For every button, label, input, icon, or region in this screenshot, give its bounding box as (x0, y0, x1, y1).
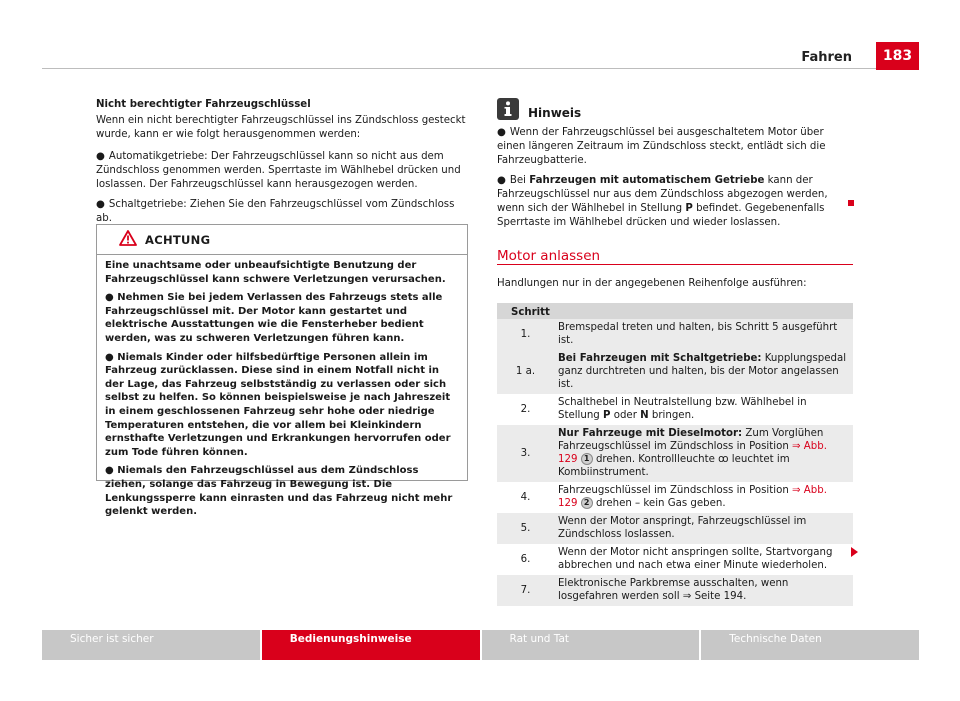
right-column (497, 98, 853, 236)
red-square-icon (848, 200, 854, 206)
page-section-title: Fahren (801, 50, 852, 65)
hint-title: Hinweis (528, 106, 582, 120)
hint-bullet: ● Wenn der Fahrzeugschlüssel bei ausgeschaltetem Motor über einen längeren Zeitraum im Zündschloss steckt, entlädt sich die Fahrzeugbatterie. (497, 127, 826, 166)
table-row: 7. Elektronische Parkbremse ausschalten, wenn losgefahren werden soll ⇒ Seite 194. (497, 575, 853, 606)
warning-triangle-icon (119, 230, 137, 250)
warning-box (96, 224, 468, 518)
page-number: 183 (876, 42, 919, 70)
left-column (96, 98, 468, 232)
warning-lead: Eine unachtsame oder unbeaufsichtigte Benutzung der Fahrzeugschlüssel kann schwere Verletzungen verursachen. (105, 260, 446, 285)
hint-bullet: ● Bei Fahrzeugen mit automatischem Getriebe kann der Fahrzeugschlüssel nur aus dem Zündschloss abgezogen werden, wenn sich der Wählhebel in Stellung P befindet. Gegebenenfalls Sperrtaste im Wählhebel drücken und wieder loslassen. (497, 175, 828, 228)
steps-table (497, 303, 853, 606)
position-1-marker-icon: 1 (581, 453, 593, 465)
section-title: Nicht berechtigter Fahrzeugschlüssel (96, 99, 311, 110)
table-row: 1. Bremspedal treten und halten, bis Schritt 5 ausgeführt ist. (497, 319, 853, 350)
table-row: 3. Nur Fahrzeuge mit Dieselmotor: Zum Vorglühen Fahrzeugschlüssel im Zündschloss in Position ⇒ Abb. 129 1 drehen. Kontrollleuchte ꝏ leuchtet im Kombiinstrument. (497, 425, 853, 482)
motor-section-title: Motor anlassen (497, 248, 601, 264)
table-row: 1 a. Bei Fahrzeugen mit Schaltgetriebe: Kupplungspedal ganz durchtreten und halten, bis der Motor angelassen ist. (497, 350, 853, 394)
position-2-marker-icon: 2 (581, 497, 593, 509)
warning-bullet: ● Niemals Kinder oder hilfsbedürftige Personen allein im Fahrzeug zurücklassen. Diese sind in einem Notfall nicht in der Lage, das Fahrzeug selbstständig zu verlassen oder sich selbst zu helfen. So können beispielsweise je nach Jahreszeit in einem geschlossenen Fahrzeug sehr hohe oder niedrige Temperaturen entstehen, die vor allem bei Kleinkindern ernsthafte Verletzungen und Erkrankungen hervorrufen oder zum Tode führen können. (105, 351, 451, 458)
continue-arrow-icon (851, 547, 858, 557)
warning-bullet: ● Niemals den Fahrzeugschlüssel aus dem Zündschloss ziehen, solange das Fahrzeug in Bewegung ist. Die Lenkungssperre kann einrasten und das Fahrzeug nicht mehr gelenkt werden. (105, 465, 453, 518)
info-icon (497, 98, 519, 120)
motor-title-underline (497, 264, 853, 265)
table-header-row (497, 303, 853, 319)
table-row: 5. Wenn der Motor anspringt, Fahrzeugschlüssel im Zündschloss loslassen. (497, 513, 853, 544)
table-row: 2. Schalthebel in Neutralstellung bzw. Wählhebel in Stellung P oder N bringen. (520, 397, 807, 421)
footer-tab-technische-daten[interactable]: Technische Daten (701, 630, 919, 660)
table-row: 4. Fahrzeugschlüssel im Zündschloss in Position ⇒ Abb. 129 2 drehen – kein Gas geben. (520, 485, 827, 509)
footer-nav (42, 630, 919, 660)
warning-title: ACHTUNG (145, 232, 211, 247)
figure-reference-link[interactable]: ⇒ Abb. 129 (558, 485, 827, 509)
column-header-step: Schritt (497, 303, 554, 319)
warning-bullet: ● Nehmen Sie bei jedem Verlassen des Fahrzeugs stets alle Fahrzeugschlüssel mit. Der Motor kann gestartet und elektrische Ausstattungen wie die Fensterheber bedient werden, was zu schweren Verletzungen führen kann. (105, 292, 443, 344)
bullet-text: Schaltgetriebe: Ziehen Sie den Fahrzeugschlüssel vom Zündschloss ab. (96, 199, 455, 224)
glow-plug-indicator-icon: ꝏ (718, 454, 729, 465)
bullet-item: ● Automatikgetriebe: Der Fahrzeugschlüssel kann so nicht aus dem Zündschloss genommen werden. Sperrtaste im Wählhebel drücken und loslassen. Der Fahrzeugschlüssel kann herausgezogen werden. (96, 151, 461, 190)
intro-paragraph: Wenn ein nicht berechtigter Fahrzeugschlüssel ins Zündschloss gesteckt wurde, kann er wie folgt herausgenommen werden: (96, 115, 466, 140)
warning-body (97, 255, 467, 519)
bullet-item: ● Schaltgetriebe: Ziehen Sie den Fahrzeugschlüssel vom Zündschloss ab. (96, 199, 455, 224)
motor-intro: Handlungen nur in der angegebenen Reihenfolge ausführen: (497, 278, 807, 289)
figure-reference-link[interactable]: ⇒ Abb. 129 (558, 441, 827, 465)
footer-tab-bedienungshinweise[interactable]: Bedienungshinweise (262, 630, 480, 660)
bullet-text: Automatikgetriebe: Der Fahrzeugschlüssel kann so nicht aus dem Zündschloss genommen werden. Sperrtaste im Wählhebel drücken und loslassen. Der Fahrzeugschlüssel kann herausgezogen werden. (96, 151, 461, 190)
column-header-blank (554, 303, 853, 319)
table-row: 6. Wenn der Motor nicht anspringen sollte, Startvorgang abbrechen und nach etwa einer Minute wiederholen. (520, 547, 833, 571)
footer-tab-rat-und-tat[interactable]: Rat und Tat (482, 630, 700, 660)
header-divider (42, 68, 876, 69)
hint-header (497, 98, 853, 120)
footer-tab-sicher[interactable]: Sicher ist sicher (42, 630, 260, 660)
warning-header (97, 225, 467, 255)
